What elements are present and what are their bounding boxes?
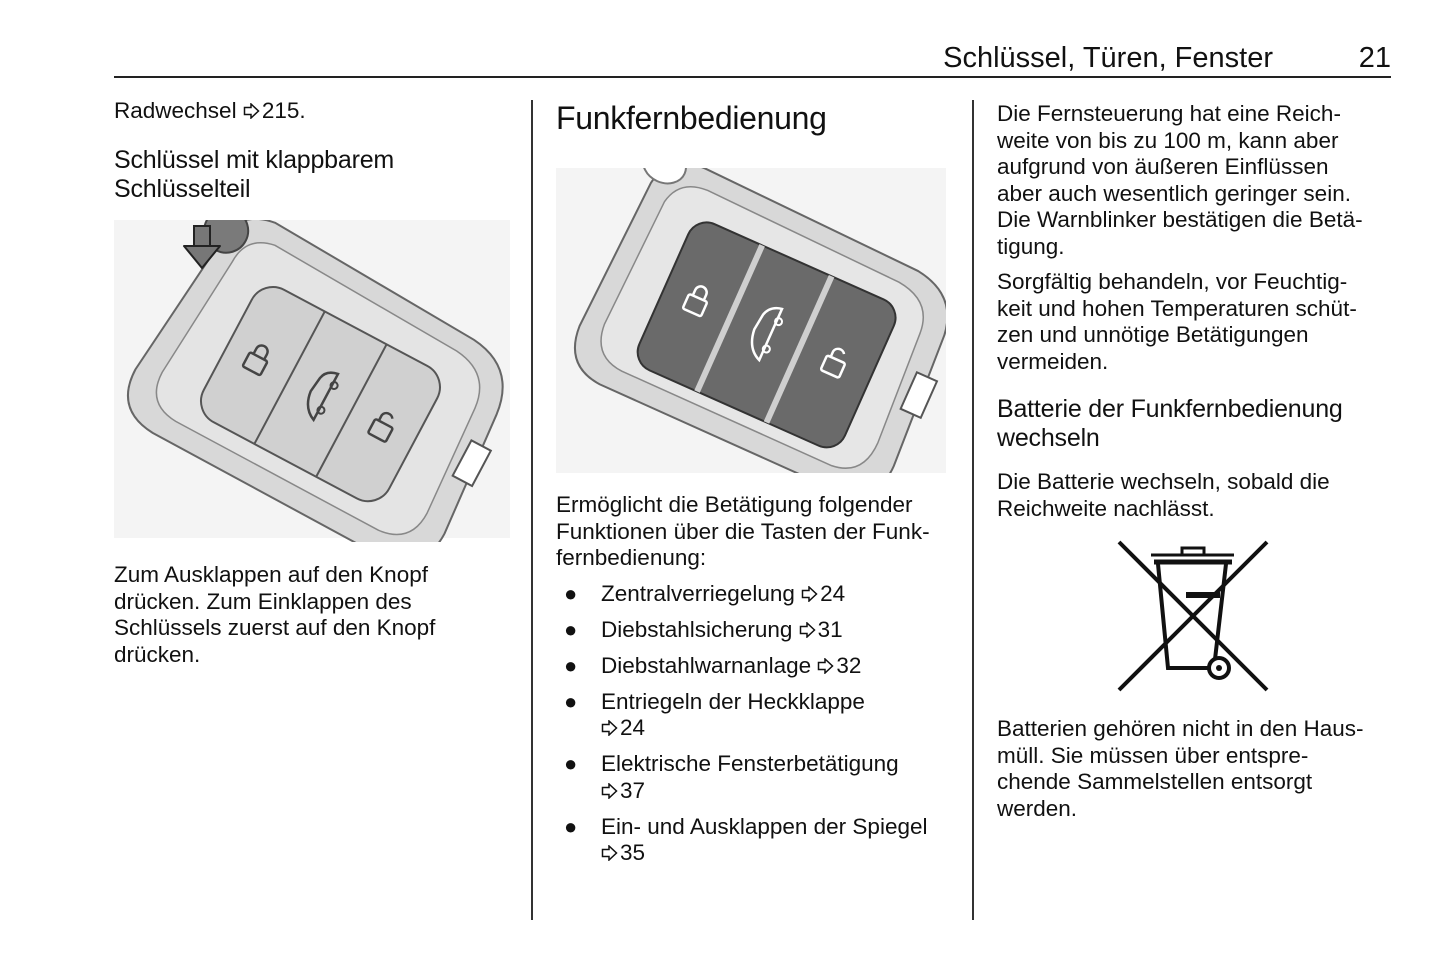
battery-paragraph: Die Batterie wechseln, sobald die Reichweite nachlässt. xyxy=(997,469,1330,521)
intro-ref[interactable]: 215. xyxy=(261,98,306,123)
header-rule xyxy=(114,76,1391,78)
reference-arrow-icon xyxy=(601,783,618,799)
flip-key-illustration xyxy=(114,220,514,542)
list-item: ● Diebstahlwarnanlage 32 xyxy=(564,652,862,678)
page-number: 21 xyxy=(1358,42,1391,74)
reference-arrow-icon xyxy=(817,658,834,674)
column-3 xyxy=(997,101,1397,522)
remote-key-illustration xyxy=(556,168,946,473)
care-paragraph: Sorgfältig behandeln, vor Feuchtig- keit und hohen Temperaturen schüt- zen und unnötige Betätigungen vermeiden. xyxy=(997,269,1357,374)
list-item: ● Diebstahlsicherung 31 xyxy=(564,616,843,642)
reference-arrow-icon xyxy=(601,720,618,736)
section-title-remote-control: Funkfernbedienung xyxy=(556,100,827,136)
page-ref[interactable]: 31 xyxy=(817,616,843,642)
wheel-change-reference xyxy=(114,98,514,125)
intro-text: Radwechsel xyxy=(114,98,237,123)
section-heading-flip-key: Schlüssel mit klappbarem Schlüsselteil xyxy=(114,145,395,203)
remote-functions-section: Ermöglicht die Betätigung folgender Funktionen über die Tasten der Funk- fernbedienung: ● Zentralverriegelung 24 ● Diebstahlsicherung 31 ● Diebstahlwarnanlage 32 ● Entriegeln der Heckklappe 24 ● Elektrische Fensterbetätigung 37 ● Ein- und Ausklappen der Spiegel 35 xyxy=(556,492,956,876)
disposal-paragraph: Batterien gehören nicht in den Haus- müll. Sie müssen über entspre- chende Sammelstellen entsorgt werden. xyxy=(997,716,1364,821)
page-ref[interactable]: 24 xyxy=(820,580,846,606)
page-ref[interactable]: 24 xyxy=(620,715,646,740)
list-item: ● Ein- und Ausklappen der Spiegel 35 xyxy=(564,813,928,865)
reference-arrow-icon xyxy=(799,622,816,638)
list-item: ● Zentralverriegelung 24 xyxy=(564,580,846,606)
section-heading-battery: Batterie der Funkfernbedienung wechseln xyxy=(997,395,1343,452)
column-divider-1 xyxy=(531,100,533,920)
page-ref[interactable]: 32 xyxy=(836,652,862,678)
reference-arrow-icon xyxy=(801,586,818,602)
reference-arrow-icon xyxy=(243,103,260,119)
page-ref[interactable]: 37 xyxy=(620,777,646,803)
chapter-title: Schlüssel, Türen, Fenster xyxy=(943,42,1273,74)
crossed-out-bin-icon xyxy=(1116,540,1270,692)
remote-functions-list xyxy=(556,581,956,867)
page-header xyxy=(114,40,1391,76)
list-item: ● Elektrische Fensterbetätigung 37 xyxy=(564,751,899,803)
column-2 xyxy=(556,98,956,138)
range-paragraph: Die Fernsteuerung hat eine Reich- weite von bis zu 100 m, kann aber aufgrund von äußeren Einflüssen aber auch wesentlich geringer sein. Die Warnblinker bestätigen die Betä- tigung. xyxy=(997,101,1363,259)
page-ref[interactable]: 35 xyxy=(620,840,646,865)
flip-key-caption: Zum Ausklappen auf den Knopf drücken. Zum Einklappen des Schlüssels zuerst auf den Knopf drücken. xyxy=(114,562,436,667)
column-divider-2 xyxy=(972,100,974,920)
reference-arrow-icon xyxy=(601,845,618,861)
list-item: ● Entriegeln der Heckklappe 24 xyxy=(564,688,865,740)
column-1 xyxy=(114,98,514,204)
